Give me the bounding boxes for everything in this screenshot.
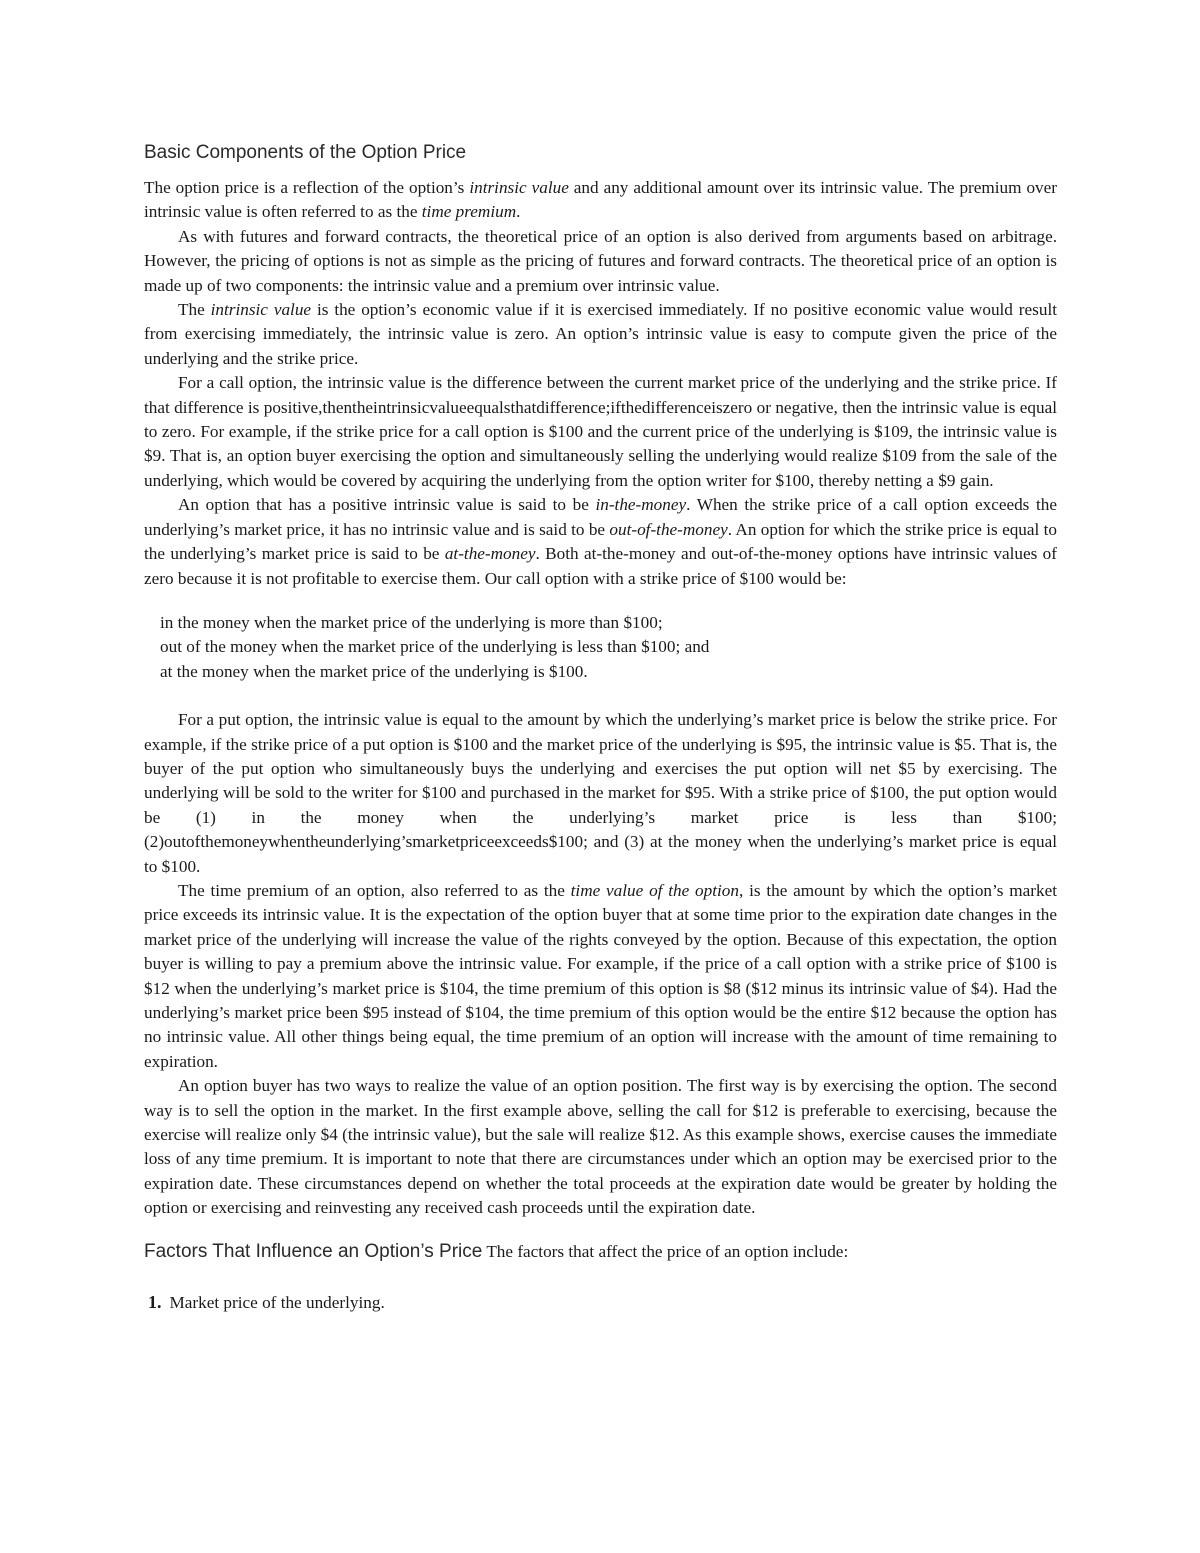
text-run: . An option for which the strike price is equal to the underlying’s market price is said to be (144, 519, 1057, 564)
paragraph-time-premium (144, 879, 1057, 1074)
list-item: in the money when the market price of the underlying is more than $100; (160, 612, 663, 632)
text-run: The (178, 300, 211, 320)
paragraph-arbitrage: As with futures and forward contracts, the theoretical price of an option is also derived from arguments based on arbitrage. However, the pricing of options is not as simple as the pricing of futures and forward contracts. The theoretical price of an option is made up of two components: the intrinsic value and a premium over intrinsic value. (144, 226, 1057, 295)
text-run: . (516, 202, 521, 222)
text-run: The option price is a reflection of the option’s (144, 178, 470, 197)
paragraph-option-price-intro (144, 176, 1057, 225)
paragraph-put-option: For a put option, the intrinsic value is equal to the amount by which the underlying’s market price is below the strike price. For example, if the strike price of a put option is $100 and the market price of the underlying is $95, the intrinsic value is $5. That is, the buyer of the put option who simultaneously buys the underlying and exercises the put option will net $5 by exercising. The underlying will be sold to the writer for $100 and purchased in the market for $95. With a strike price of $100, the put option would be (1) in the money when the underlying’s market price is less than $100;(2)outofthemoneywhentheunderlying’smarketpriceexceeds$100; and (3) at the money when the underlying’s market price is equal to $100. (144, 710, 1057, 876)
paragraph-intrinsic-value (144, 298, 1057, 371)
emphasis-intrinsic-value: intrinsic value (469, 178, 569, 197)
text-run: An option that has a positive intrinsic value is said to be (178, 495, 596, 515)
emphasis-at-the-money: at-the-money (444, 544, 536, 564)
list-number: 1. (148, 1291, 162, 1312)
emphasis-time-value: time value of the option (570, 880, 739, 900)
list-item: out of the money when the market price of the underlying is less than $100; and (160, 637, 710, 657)
list-item (148, 1290, 1057, 1315)
paragraph-realize-value: An option buyer has two ways to realize the value of an option position. The first way is by exercising the option. The second way is to sell the option in the market. In the first example above, selling the call for $12 is preferable to exercising, because the exercise will realize only $4 (the intrinsic value), but the sale will realize $12. As this example shows, exercise causes the immediate loss of any time premium. It is important to note that there are circumstances under which an option may be exercised prior to the expiration date. These circumstances depend on whether the total proceeds at the expiration date would be greater by holding the option or exercising and reinvesting any received cash proceeds until the expiration date. (144, 1076, 1057, 1218)
emphasis-time-premium: time premium (421, 202, 517, 222)
factors-list (148, 1290, 1057, 1315)
emphasis-in-the-money: in-the-money (595, 495, 687, 515)
text-run: . Both at-the-money and out-of-the-money options have intrinsic values of zero because it is not profitable to exercise them. Our call option with a strike price of $100 would be: (144, 544, 1057, 588)
text-run: and any additional amount over its intrinsic value. The premium over intrinsic value is often referred to as the (144, 178, 1057, 222)
paragraph-call-option: For a call option, the intrinsic value is the difference between the current market price of the underlying and the strike price. If that difference is positive,thentheintrinsicvalueequalsthatdifference;ifthedifferenceiszero or negative, then the intrinsic value is equal to zero. For example, if the strike price for a call option is $100 and the current price of the underlying is $109, the intrinsic value is $9. That is, an option buyer exercising the option and simultaneously selling the underlying would realize $109 from the sale of the underlying, which would be covered by acquiring the underlying from the option writer for $100, thereby netting a $9 gain. (144, 373, 1057, 490)
section-heading: Basic Components of the Option Price (144, 142, 467, 163)
factors-section (144, 1239, 1057, 1266)
emphasis-out-of-the-money: out-of-the-money (609, 519, 728, 539)
moneyness-list (160, 611, 1057, 684)
text-run: . When the strike price of a call option exceeds the underlying’s market price, it has no intrinsic value and is said to be (144, 495, 1057, 539)
factors-intro: The factors that affect the price of an option include: (486, 1241, 849, 1261)
text-run: , is the amount by which the option’s market price exceeds its intrinsic value. It is the expectation of the option buyer that at some time prior to the expiration date changes in the market price of the underlying will increase the value of the rights conveyed by the option. Because of this expectation, the option buyer is willing to pay a premium above the intrinsic value. For example, if the price of a call option with a strike price of $100 is $12 when the underlying’s market price is $104, the time premium of this option is $8 ($12 minus its intrinsic value of $4). Had the underlying’s market price been $95 instead of $104, the time premium of this option would be the entire $12 because the option has no intrinsic value. All other things being equal, the time premium of an option will increase with the amount of time remaining to expiration. (144, 880, 1057, 1071)
text-run: The time premium of an option, also referred to as the (178, 880, 571, 900)
document-page (144, 140, 1057, 1315)
list-item: at the money when the market price of the underlying is $100. (160, 661, 588, 681)
paragraph-moneyness (144, 493, 1057, 591)
factors-heading: Factors That Influence an Option’s Price (144, 1240, 483, 1262)
list-item-text: Market price of the underlying. (169, 1292, 385, 1312)
text-run: is the option’s economic value if it is exercised immediately. If no positive economic value would result from exercising immediately, the intrinsic value is zero. An option’s intrinsic value is easy to compute given the price of the underlying and the strike price. (144, 300, 1057, 368)
emphasis-intrinsic-value: intrinsic value (210, 300, 312, 320)
